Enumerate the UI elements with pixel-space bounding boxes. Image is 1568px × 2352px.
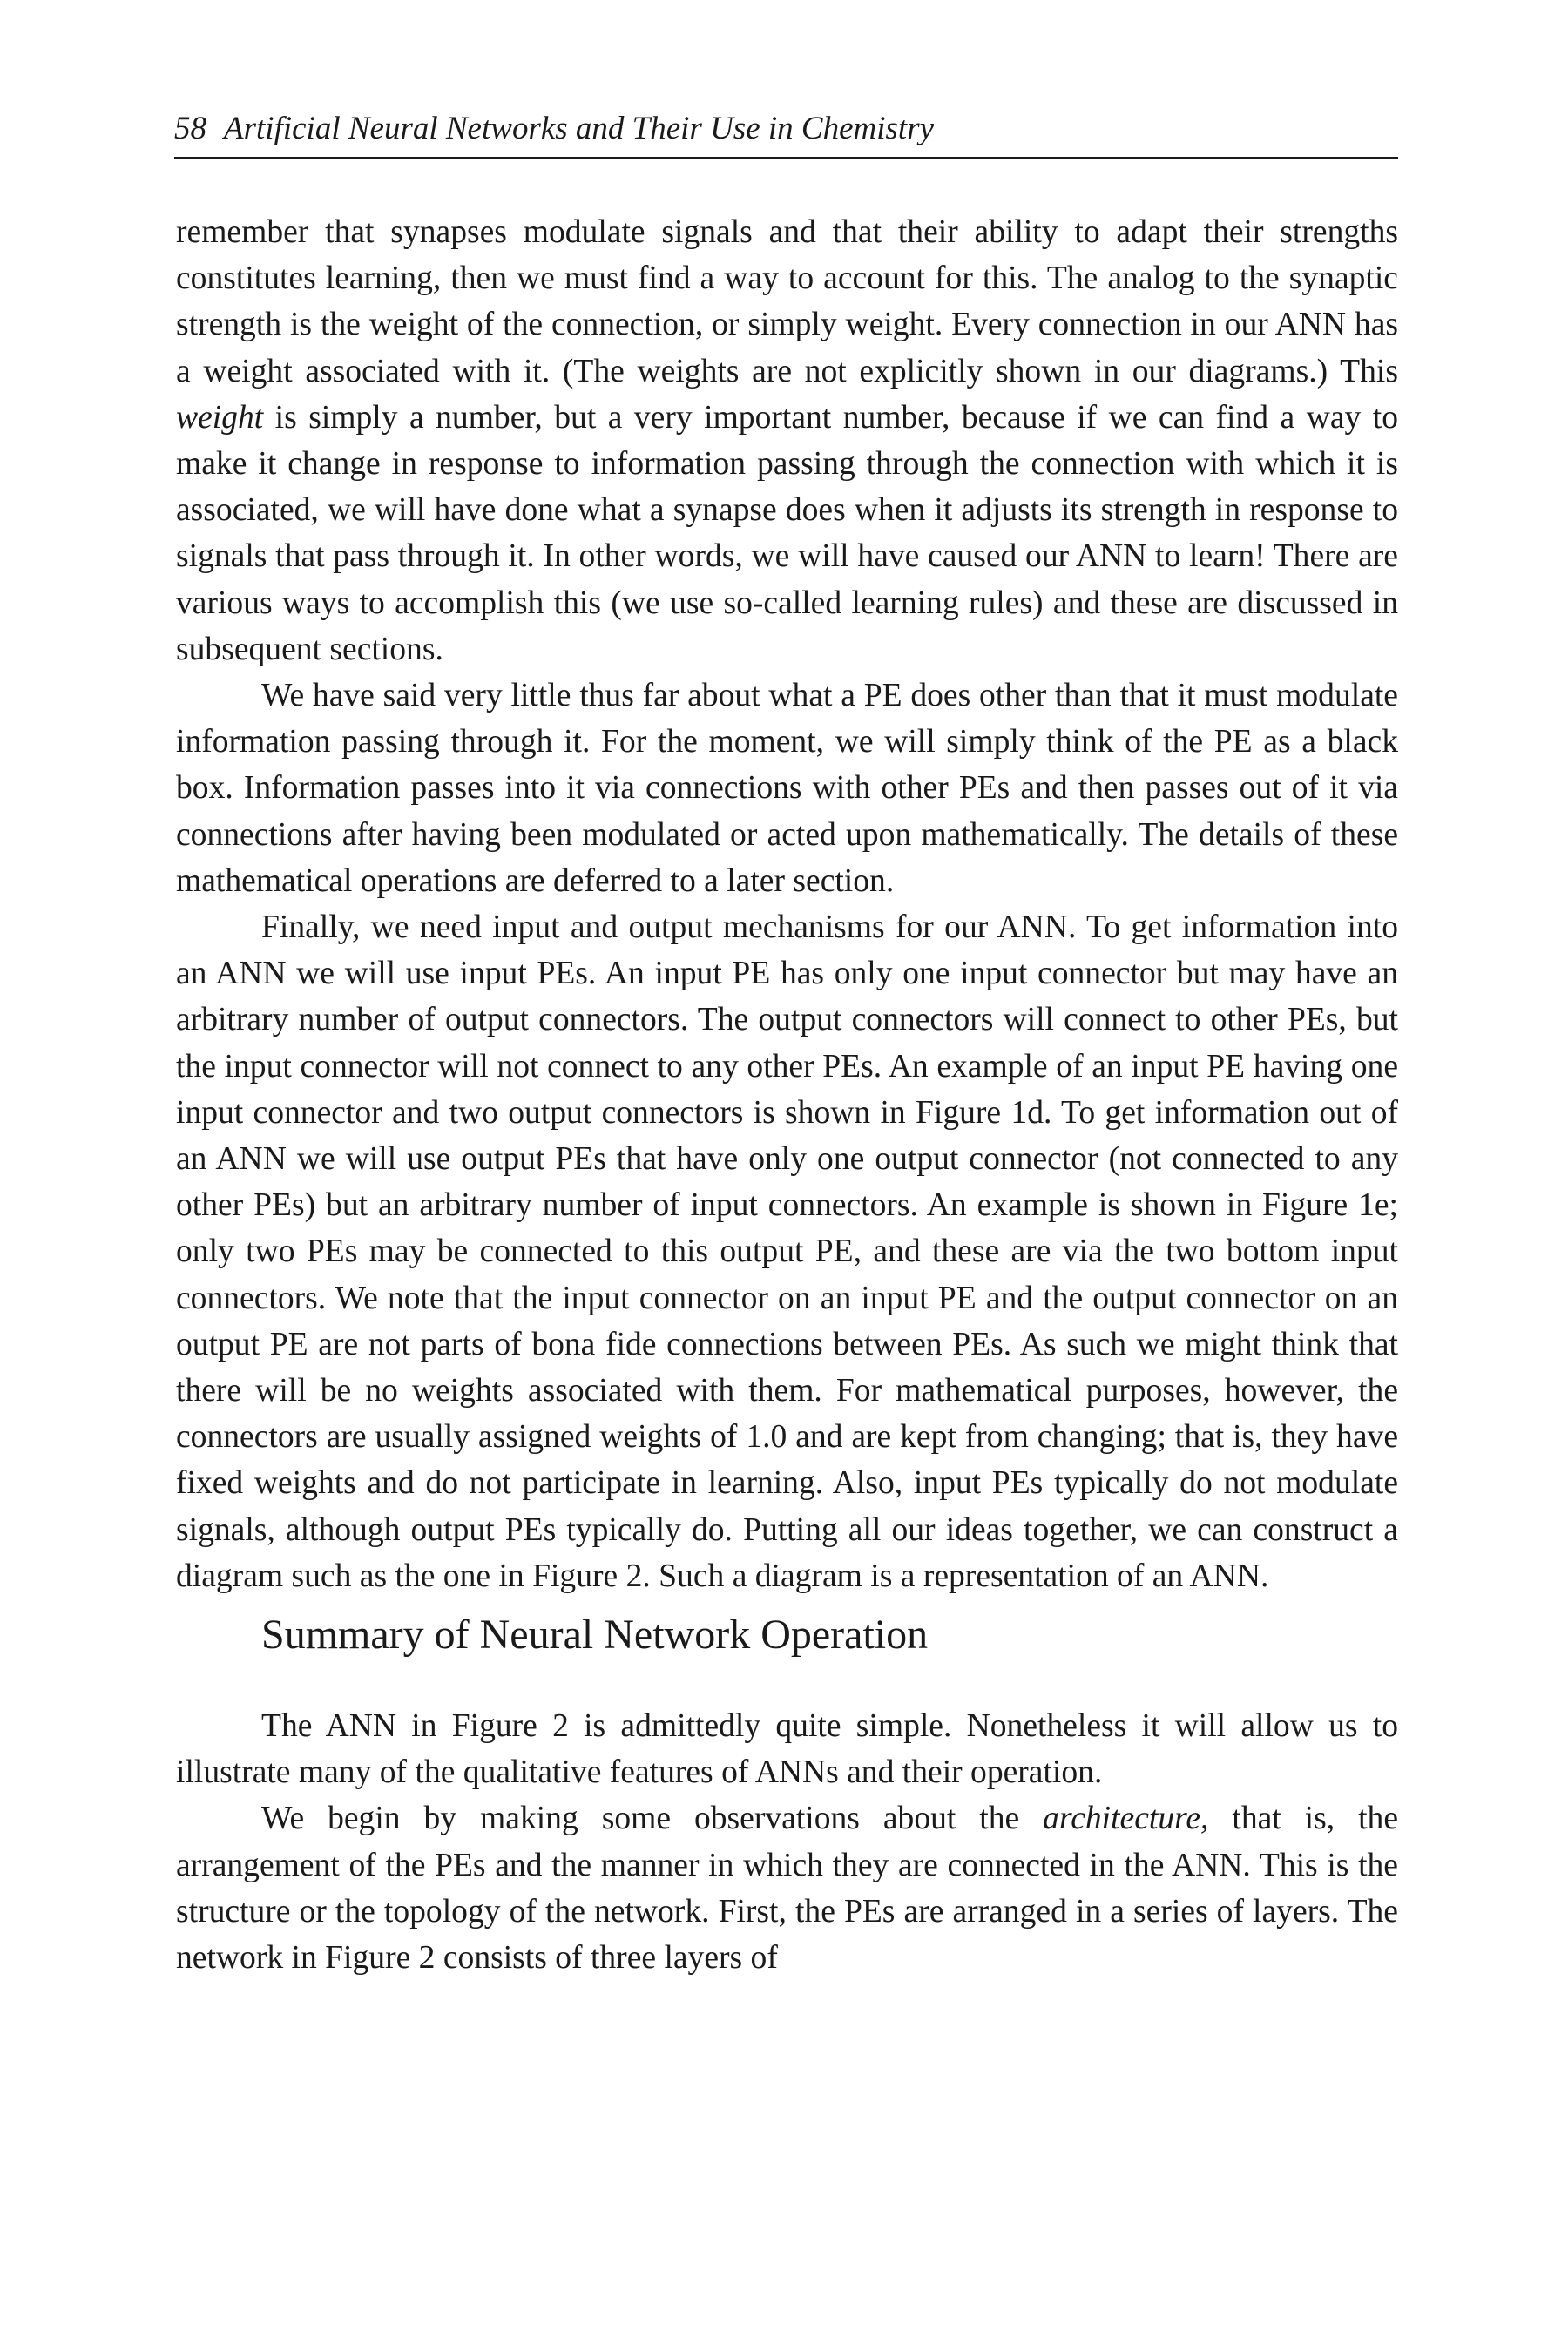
paragraph-architecture-part1: We begin by making some observations about the: [261, 1801, 1044, 1837]
emphasis-architecture: architecture,: [1043, 1801, 1209, 1837]
paragraph-architecture: [176, 1795, 1398, 1981]
body-text-top: [176, 209, 1398, 1599]
emphasis-weight: weight: [176, 399, 264, 436]
paragraph-weights-part2: is simply a number, but a very important number, because if we can find a way to make it change in response to information passing through the connection with which it is associated, we will have done what a synapse does when it adjusts its strength in response to signals that pass through it. In other words, we will have caused our ANN to learn! There are various ways to accomplish this (we use so-called learning rules) and these are discussed in subsequent sections.: [176, 399, 1398, 667]
paragraph-architecture-part2: that is, the arrangement of the PEs and the manner in which they are connected in the ANN. This is the structure or the topology of the network. First, the PEs are arranged in a series of layers. The network in Figure 2 consists of three layers of: [176, 1801, 1398, 1977]
paragraph-pe-black-box: We have said very little thus far about what a PE does other than that it must modulate information passing through it. For the moment, we will simply think of the PE as a black box. Information passes into it via connections with other PEs and then passes out of it via connections after having been modulated or acted upon mathematically. The details of these mathematical operations are deferred to a later section.: [176, 678, 1398, 899]
page-number: 58: [174, 111, 206, 146]
section-heading: Summary of Neural Network Operation: [261, 1612, 929, 1658]
paragraph-weights: [176, 209, 1398, 672]
running-header: [174, 110, 1398, 159]
paragraph-input-output: Finally, we need input and output mechanisms for our ANN. To get information into an ANN we will use input PEs. An input PE has only one input connector but may have an arbitrary number of output connectors. The output connectors will connect to other PEs, but the input connector will not connect to any other PEs. An example of an input PE having one input connector and two output connectors is shown in Figure 1d. To get information out of an ANN we will use output PEs that have only one output connector (not connected to any other PEs) but an arbitrary number of input connectors. An example is shown in Figure 1e; only two PEs may be connected to this output PE, and these are via the two bottom input connectors. We note that the input connector on an input PE and the output connector on an output PE are not parts of bona fide connections between PEs. As such we might think that there will be no weights associated with them. For mathematical purposes, however, the connectors are usually assigned weights of 1.0 and are kept from changing; that is, they have fixed weights and do not participate in learning. Also, input PEs typically do not modulate signals, although output PEs typically do. Putting all our ideas together, we can construct a diagram such as the one in Figure 2. Such a diagram is a representation of an ANN.: [176, 909, 1398, 1594]
body-text-bottom: [176, 1703, 1398, 1981]
running-title: Artificial Neural Networks and Their Use in Chemistry: [224, 111, 935, 146]
paragraph-weights-part1: remember that synapses modulate signals and that their ability to adapt their strengths constitutes learning, then we must find a way to account for this. The analog to the synaptic strength is the weight of the connection, or simply weight. Every connection in our ANN has a weight associated with it. (The weights are not explicitly shown in our diagrams.) This: [176, 214, 1398, 389]
paragraph-summary-intro: The ANN in Figure 2 is admittedly quite simple. Nonetheless it will allow us to illustrate many of the qualitative features of ANNs and their operation.: [176, 1708, 1398, 1791]
